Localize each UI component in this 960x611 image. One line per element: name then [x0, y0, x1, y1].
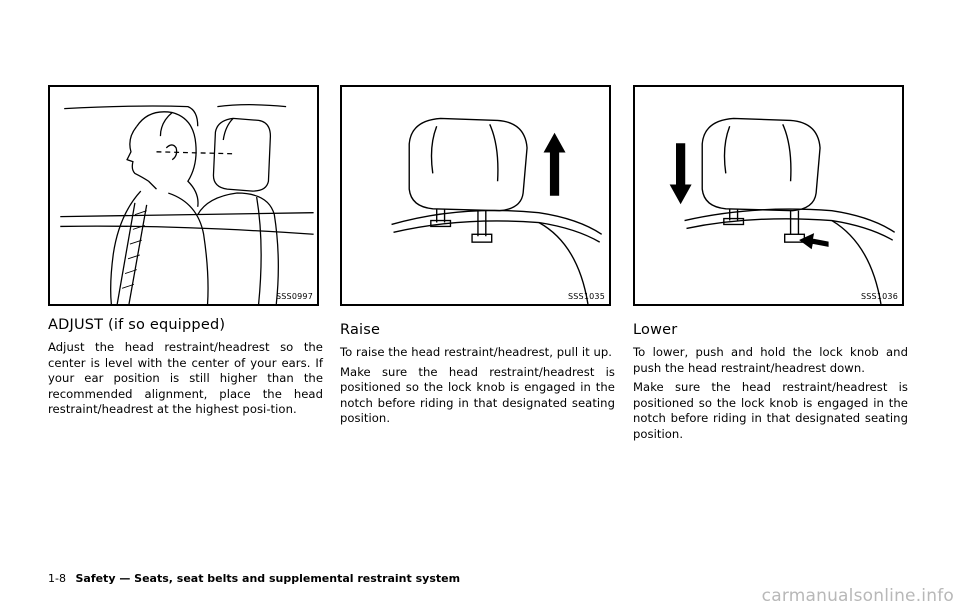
head-restraint-raise-illustration: [342, 87, 609, 304]
head-restraint-adjust-illustration: [50, 87, 317, 304]
section-paragraph: To raise the head restraint/headrest, pull it up.: [340, 345, 612, 359]
section-heading: Lower: [633, 322, 678, 338]
section-paragraph: Adjust the head restraint/headrest so the center is level with the center of your ears. If your ear position is still higher than the recommended alignment, place the head restraint/headrest at the highest posi-tion.: [48, 340, 323, 416]
section-raise: [340, 85, 615, 427]
figure-code: SSS1035: [568, 292, 605, 301]
figure-lower: [633, 85, 904, 306]
section-adjust: [48, 85, 323, 418]
page-number: 1-8: [48, 572, 66, 585]
figure-raise: [340, 85, 611, 306]
head-restraint-lower-illustration: [635, 87, 902, 304]
section-paragraph: Make sure the head restraint/headrest is positioned so the lock knob is engaged in the notch before riding in that designated seating position.: [633, 380, 908, 441]
section-paragraph: Make sure the head restraint/headrest is positioned so the lock knob is engaged in the notch before riding in that designated seating position.: [340, 364, 615, 425]
figure-code: SSS1036: [861, 292, 898, 301]
page-footer: [48, 572, 460, 585]
section-heading: Raise: [340, 322, 381, 338]
section-lower: [633, 85, 908, 442]
section-paragraph: To lower, push and hold the lock knob and push the head restraint/headrest down.: [633, 345, 908, 375]
figure-adjust: [48, 85, 319, 306]
chapter-title: Safety — Seats, seat belts and supplemental restraint system: [75, 572, 461, 585]
section-heading: ADJUST (if so equipped): [48, 317, 226, 333]
watermark: carmanualsonline.info: [761, 586, 954, 606]
figure-code: SSS0997: [276, 292, 313, 301]
